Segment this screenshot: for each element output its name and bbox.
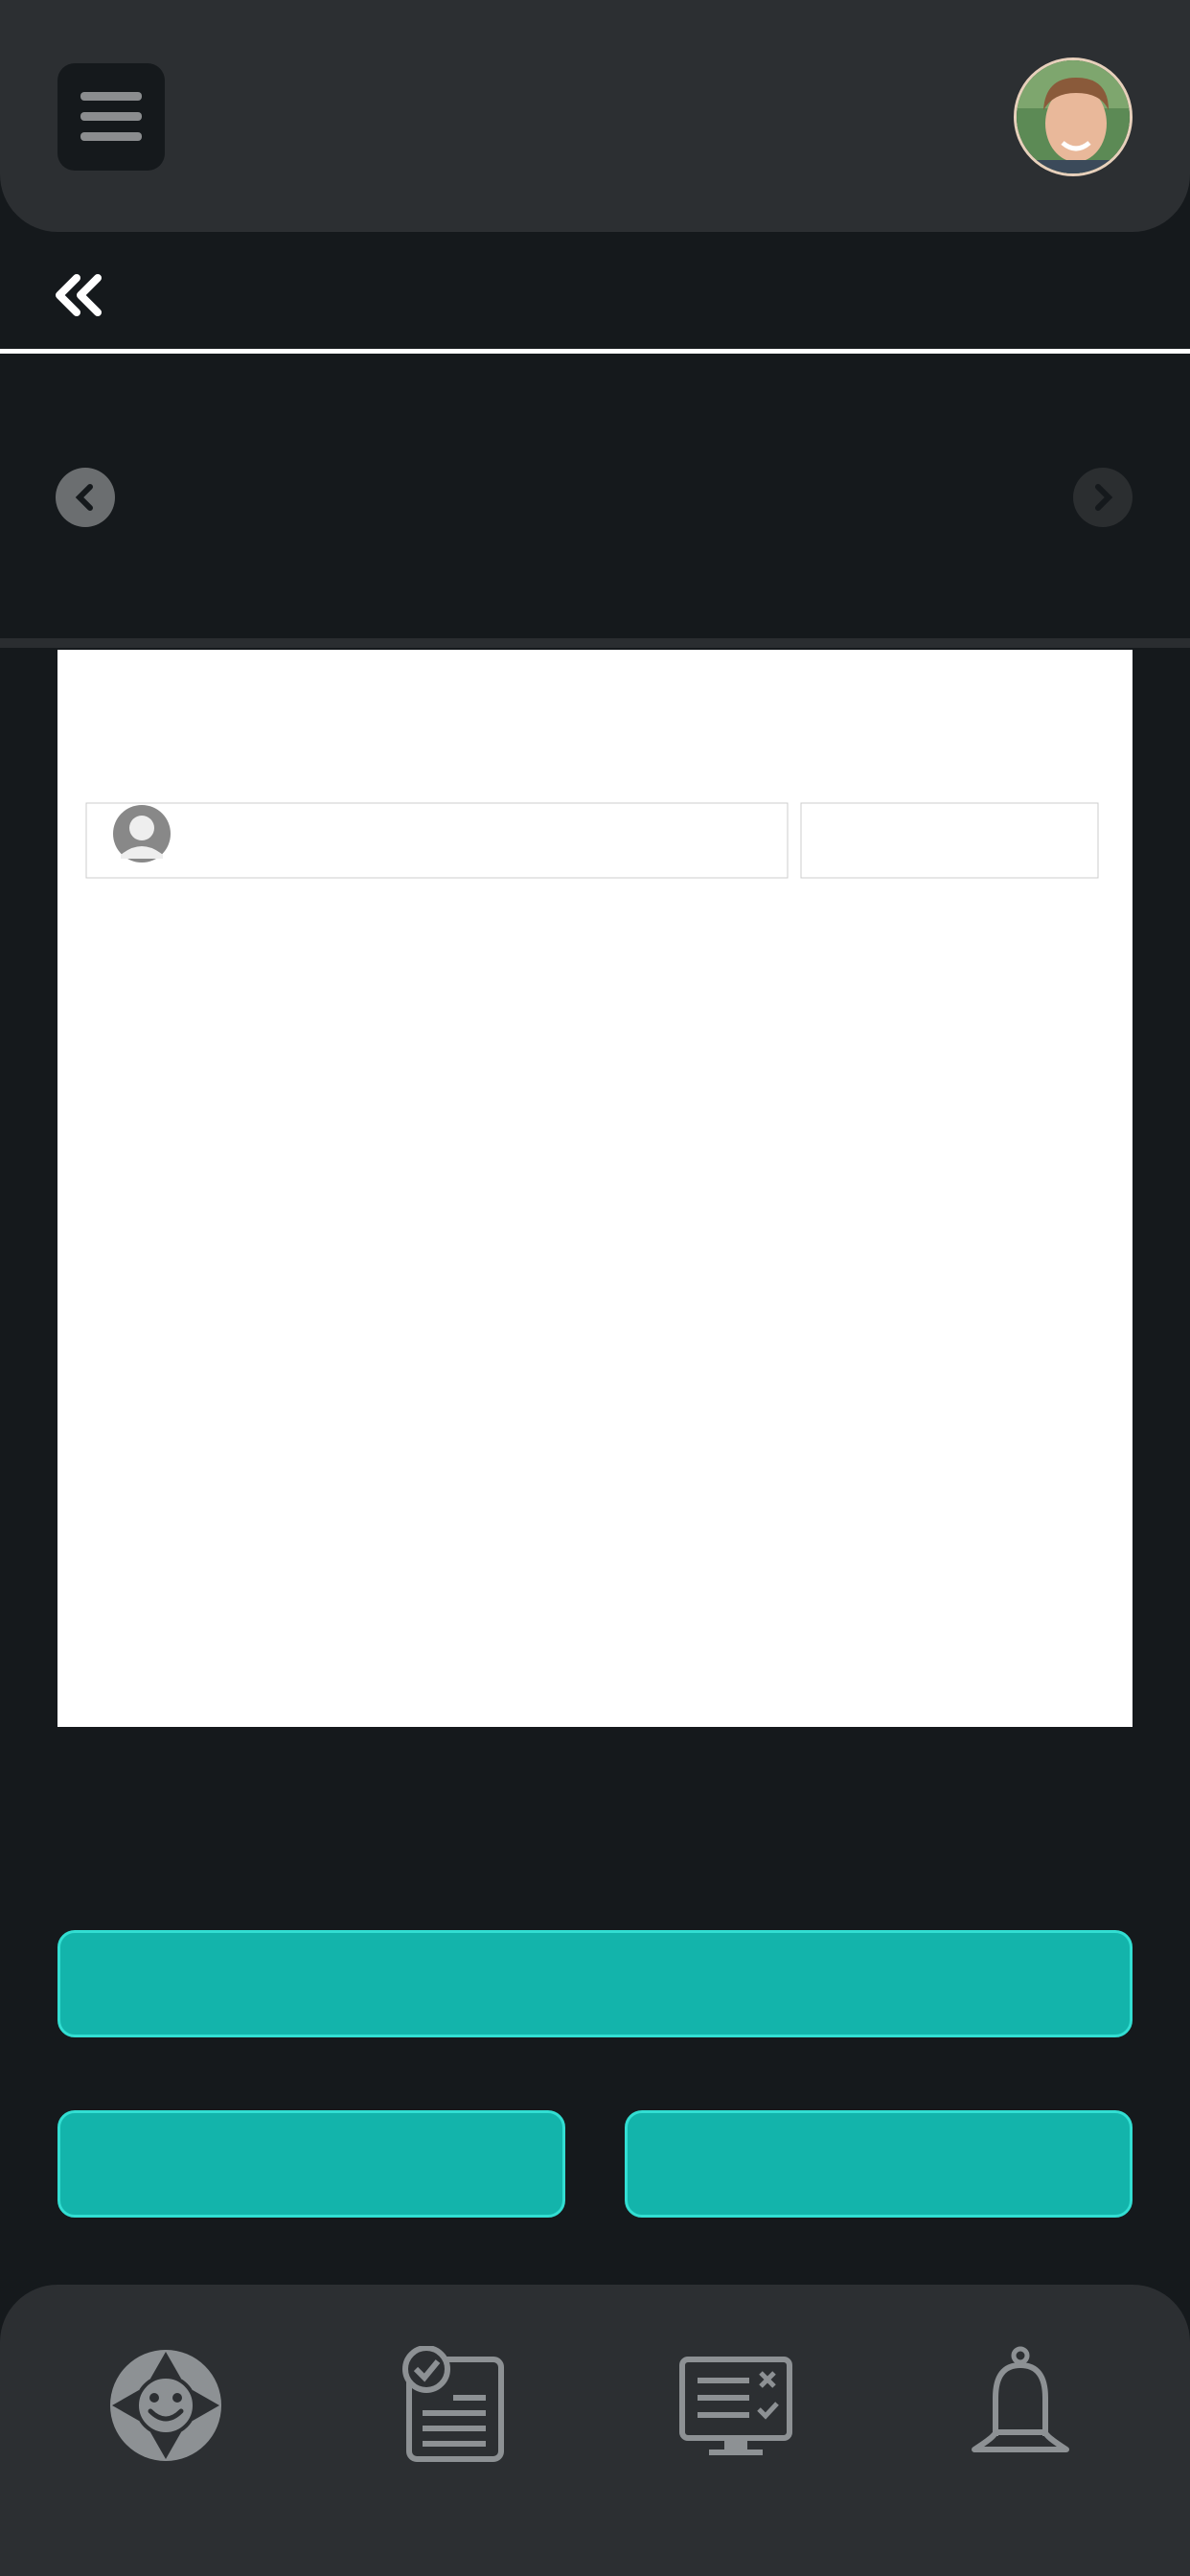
nav-status[interactable] bbox=[621, 2346, 851, 2491]
chevron-left-icon bbox=[73, 483, 98, 512]
document-check-icon bbox=[390, 2346, 509, 2465]
share-button[interactable] bbox=[625, 2110, 1133, 2218]
camera-face-icon bbox=[106, 2346, 225, 2465]
bottom-navigation bbox=[0, 2285, 1190, 2576]
double-chevron-left-icon[interactable] bbox=[54, 274, 103, 316]
sign-timesheet-button[interactable] bbox=[57, 1930, 1133, 2037]
user-avatar[interactable] bbox=[1014, 58, 1133, 176]
nav-ponto[interactable] bbox=[51, 2346, 281, 2491]
next-month-button[interactable] bbox=[1073, 468, 1133, 527]
divider bbox=[0, 349, 1190, 354]
chevron-right-icon bbox=[1090, 483, 1115, 512]
divider bbox=[0, 638, 1190, 648]
employee-photo-icon bbox=[113, 805, 171, 862]
save-button[interactable] bbox=[57, 2110, 565, 2218]
previous-month-button[interactable] bbox=[56, 468, 115, 527]
timesheet-document-preview[interactable] bbox=[57, 650, 1133, 1727]
page-header bbox=[54, 264, 125, 326]
bell-icon bbox=[961, 2346, 1080, 2465]
monitor-status-icon bbox=[676, 2346, 795, 2465]
top-app-bar bbox=[0, 0, 1190, 232]
nav-alertas[interactable] bbox=[905, 2346, 1135, 2491]
hamburger-menu-button[interactable] bbox=[57, 63, 165, 171]
nav-espelho[interactable] bbox=[334, 2346, 564, 2491]
